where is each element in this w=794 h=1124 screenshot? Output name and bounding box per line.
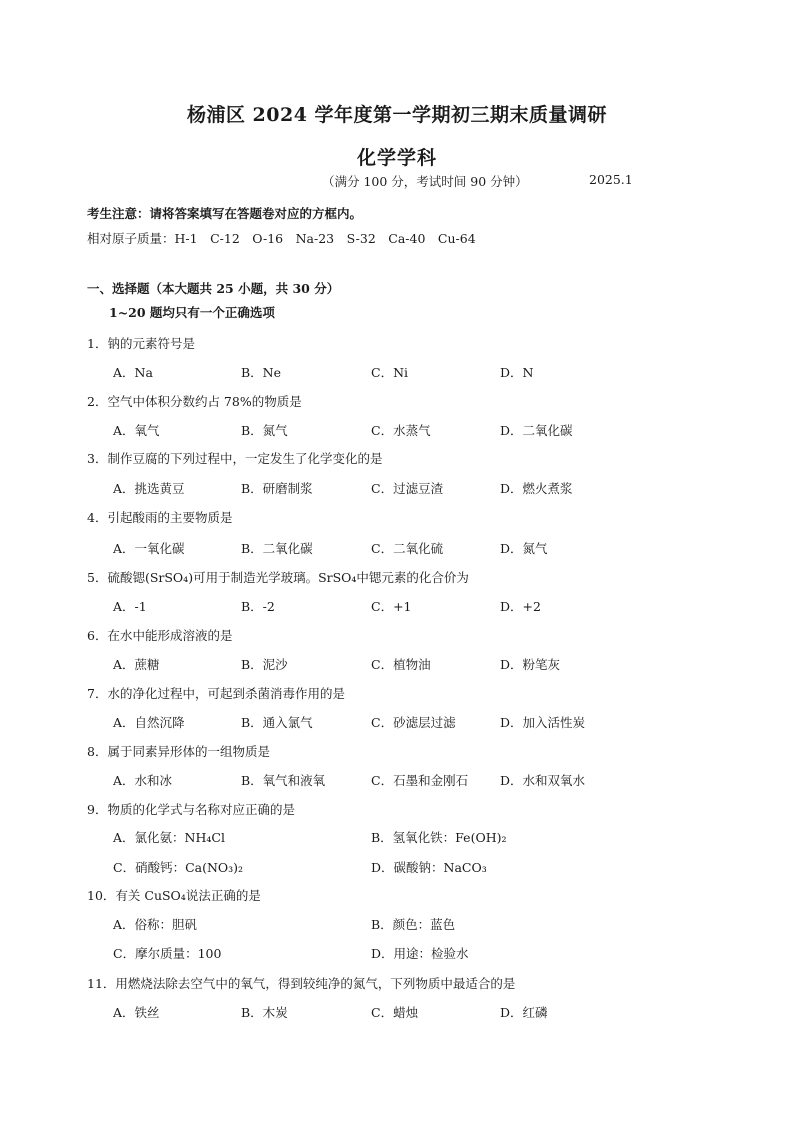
option-a: A．挑选黄豆	[113, 481, 185, 496]
option-a: A．自然沉降	[113, 715, 185, 730]
option-a: A．氯化氨：NH₄Cl	[113, 830, 225, 845]
subject-title: 化学学科	[356, 147, 437, 169]
exam-date: 2025.1	[589, 172, 633, 187]
option-b: B．-2	[241, 599, 275, 614]
option-d: D．燃火煮浆	[500, 481, 573, 496]
question-stem: 7．水的净化过程中，可起到杀菌消毒作用的是	[87, 686, 345, 701]
section-title: 一、选择题（本大题共 25 小题，共 30 分）	[87, 281, 340, 296]
question-stem: 8．属于同素异形体的一组物质是	[87, 744, 270, 759]
option-d: D．水和双氧水	[500, 773, 586, 788]
option-a: A．-1	[113, 599, 147, 614]
question-stem: 2．空气中体积分数约占 78%的物质是	[87, 394, 302, 409]
option-b: B．研磨制浆	[241, 481, 313, 496]
option-d: D．加入活性炭	[500, 715, 586, 730]
option-c: C．摩尔质量：100	[113, 946, 222, 961]
option-d: D．碳酸钠：NaCO₃	[371, 860, 487, 875]
option-d: D．红磷	[500, 1005, 548, 1020]
question-stem: 10．有关 CuSO₄说法正确的是	[87, 888, 261, 903]
option-a: A．俗称：胆矾	[113, 917, 198, 932]
candidate-notice: 考生注意：请将答案填写在答题卷对应的方框内。	[87, 206, 363, 221]
question-stem: 11．用燃烧法除去空气中的氧气，得到较纯净的氮气，下列物质中最适合的是	[87, 976, 516, 991]
option-b: B．二氧化碳	[241, 541, 313, 556]
question-stem: 6．在水中能形成溶液的是	[87, 628, 233, 643]
question-stem: 4．引起酸雨的主要物质是	[87, 510, 233, 525]
option-c: C．过滤豆渣	[371, 481, 444, 496]
option-a: A．铁丝	[113, 1005, 160, 1020]
option-d: D．用途：检验水	[371, 946, 469, 961]
option-c: C．蜡烛	[371, 1005, 419, 1020]
option-b: B．氢氧化铁：Fe(OH)₂	[371, 830, 507, 845]
option-b: B．木炭	[241, 1005, 288, 1020]
option-c: C．二氧化硫	[371, 541, 444, 556]
option-c: C．砂滤层过滤	[371, 715, 456, 730]
option-b: B．Ne	[241, 365, 282, 380]
section-subtitle: 1~20 题均只有一个正确选项	[109, 305, 275, 320]
option-c: C．植物油	[371, 657, 431, 672]
option-c: C．Ni	[371, 365, 408, 380]
option-a: A．Na	[113, 365, 153, 380]
option-d: D．粉笔灰	[500, 657, 561, 672]
question-stem: 5．硫酸锶(SrSO₄)可用于制造光学玻璃。SrSO₄中锶元素的化合价为	[87, 570, 469, 585]
option-c: C．+1	[371, 599, 412, 614]
option-b: B．氮气	[241, 423, 288, 438]
option-a: A．氧气	[113, 423, 160, 438]
option-c: C．石墨和金刚石	[371, 773, 469, 788]
option-d: D．氮气	[500, 541, 548, 556]
option-a: A．水和冰	[113, 773, 173, 788]
atomic-mass-line: 相对原子质量：H-1 C-12 O-16 Na-23 S-32 Ca-40 Cu-64	[87, 231, 476, 246]
option-b: B．泥沙	[241, 657, 288, 672]
option-b: B．通入氯气	[241, 715, 313, 730]
option-d: D．+2	[500, 599, 541, 614]
option-d: D．二氧化碳	[500, 423, 573, 438]
question-stem: 9．物质的化学式与名称对应正确的是	[87, 802, 295, 817]
option-c: C．硝酸钙：Ca(NO₃)₂	[113, 860, 244, 875]
question-stem: 1．钠的元素符号是	[87, 336, 195, 351]
score-time-note: （满分 100 分，考试时间 90 分钟）	[322, 174, 528, 189]
option-b: B．氧气和液氧	[241, 773, 326, 788]
option-b: B．颜色：蓝色	[371, 917, 456, 932]
option-d: D．N	[500, 365, 534, 380]
exam-title: 杨浦区 2024 学年度第一学期初三期末质量调研	[186, 104, 608, 126]
option-a: A．蔗糖	[113, 657, 160, 672]
question-stem: 3．制作豆腐的下列过程中，一定发生了化学变化的是	[87, 451, 383, 466]
option-c: C．水蒸气	[371, 423, 431, 438]
option-a: A．一氧化碳	[113, 541, 185, 556]
